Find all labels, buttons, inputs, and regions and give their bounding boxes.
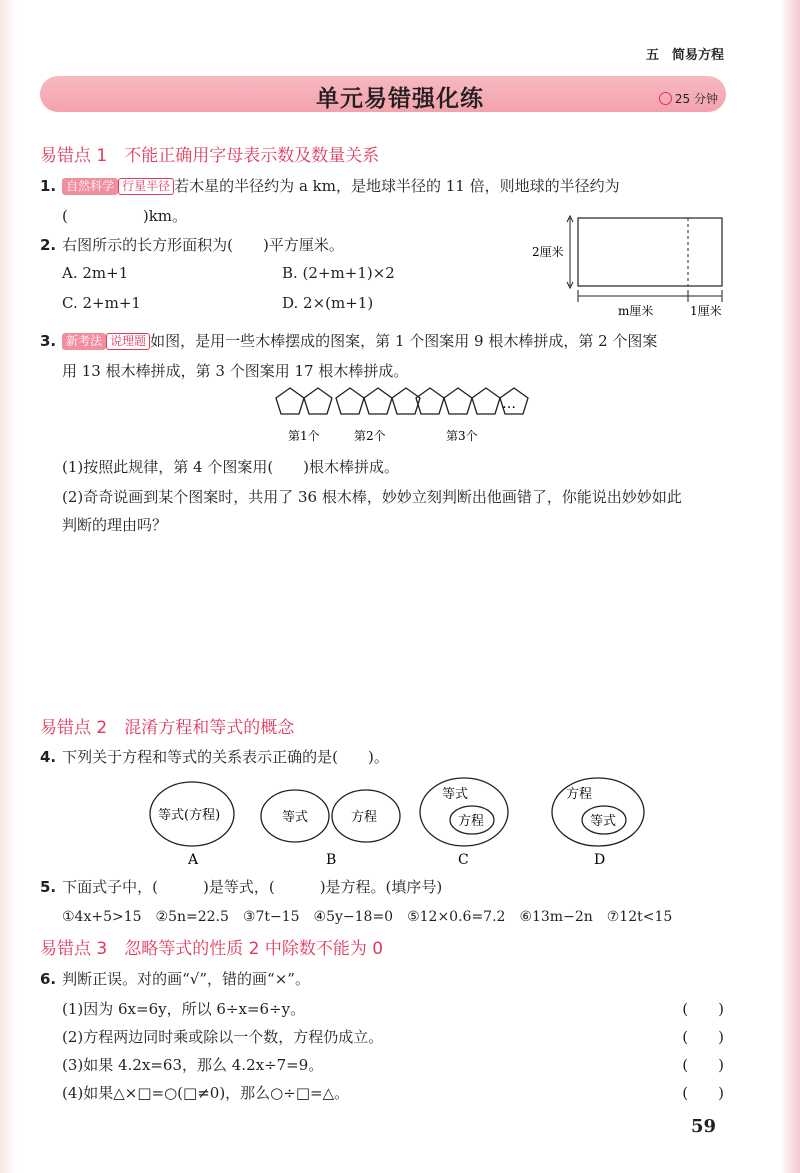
width-label: m厘米	[618, 304, 654, 318]
option-b-equation-label: 等式	[282, 810, 309, 825]
question-5-items: ①4x+5>15 ②5n=22.5 ③7t−15 ④5y−18=0 ⑤12×0.6=7.2 ⑥13m−2n ⑦12t<15	[62, 909, 673, 925]
question-text: 若木星的半径约为 a km，是地球半径的 11 倍，则地球的半径约为	[174, 177, 620, 195]
pentagon-pattern-figure	[270, 382, 530, 448]
option-c-inner-label: 方程	[458, 814, 485, 829]
extra-width-label: 1厘米	[690, 304, 722, 318]
venn-options-figure	[140, 774, 660, 870]
page-title: 单元易错强化练	[316, 86, 484, 112]
question-5	[40, 876, 442, 897]
judge-item-3: (3)如果 4.2x=63，那么 4.2x÷7=9。	[62, 1056, 324, 1074]
height-label: 2厘米	[532, 245, 564, 259]
letter-b: B	[326, 852, 337, 868]
question-6	[40, 968, 310, 989]
figure-label-3: 第3个	[446, 429, 478, 443]
question-number: 5.	[40, 878, 57, 896]
question-3-sub1: (1)按照此规律，第 4 个图案用( )根木棒拼成。	[62, 458, 400, 476]
option-b: B. (2+m+1)×2	[282, 264, 395, 282]
clock-icon	[659, 92, 672, 105]
option-c-outer-label: 等式	[442, 787, 469, 802]
judge-item-4: (4)如果△×□=○(□≠0)，那么○÷□=△。	[62, 1084, 350, 1102]
question-3-line2: 用 13 根木棒拼成，第 3 个图案用 17 根木棒拼成。	[62, 362, 409, 380]
judge-item-2: (2)方程两边同时乘或除以一个数，方程仍成立。	[62, 1028, 384, 1046]
question-text: 如图，是用一些木棒摆成的图案，第 1 个图案用 9 根木棒拼成，第 2 个图案	[150, 332, 658, 350]
option-c: C. 2+m+1	[62, 294, 141, 312]
judge-item-1: (1)因为 6x=6y，所以 6÷x=6÷y。	[62, 1000, 306, 1018]
chapter-header: 五 简易方程	[645, 48, 724, 63]
ellipsis: …	[502, 396, 516, 412]
section-heading-1: 易错点 1 不能正确用字母表示数及数量关系	[40, 146, 380, 166]
option-d: D. 2×(m+1)	[282, 294, 374, 312]
question-number: 4.	[40, 748, 57, 766]
option-d-outer-label: 方程	[566, 787, 593, 802]
question-1	[40, 175, 620, 196]
time-label: 25 分钟	[674, 92, 718, 106]
question-text: 右图所示的长方形面积为( )平方厘米。	[62, 236, 344, 254]
question-text: 下面式子中，( )是等式，( )是方程。(填序号)	[62, 878, 443, 896]
question-2	[40, 234, 344, 255]
answer-paren-4[interactable]: ( )	[682, 1084, 724, 1102]
topic-tag: 行星半径	[118, 178, 174, 195]
answer-paren-3[interactable]: ( )	[682, 1056, 724, 1074]
answer-space[interactable]	[62, 540, 722, 700]
letter-a: A	[188, 852, 199, 868]
section-heading-2: 易错点 2 混淆方程和等式的概念	[40, 718, 295, 738]
question-number: 1.	[40, 177, 57, 195]
question-3	[40, 330, 657, 351]
rectangle-figure	[530, 212, 730, 322]
option-a: A. 2m+1	[62, 264, 129, 282]
question-text: 下列关于方程和等式的关系表示正确的是( )。	[62, 748, 389, 766]
letter-c: C	[458, 852, 469, 868]
section-heading-3: 易错点 3 忽略等式的性质 2 中除数不能为 0	[40, 939, 384, 959]
time-indicator	[659, 90, 718, 107]
question-text: 判断正误。对的画“√”，错的画“×”。	[62, 970, 310, 988]
category-tag: 自然科学	[62, 178, 118, 195]
answer-paren-1[interactable]: ( )	[682, 1000, 724, 1018]
option-a-label: 等式(方程)	[158, 808, 221, 823]
figure-label-2: 第2个	[354, 429, 386, 443]
page-number: 59	[690, 1116, 716, 1137]
option-d-inner-label: 等式	[590, 814, 617, 829]
letter-d: D	[594, 852, 606, 868]
topic-tag: 说理题	[106, 333, 150, 350]
question-number: 3.	[40, 332, 57, 350]
question-4	[40, 746, 389, 767]
figure-label-1: 第1个	[288, 429, 320, 443]
question-1-line2: ( )km。	[62, 207, 188, 225]
question-number: 2.	[40, 236, 57, 254]
category-tag: 新考法	[62, 333, 106, 350]
question-number: 6.	[40, 970, 57, 988]
question-3-sub2-line2: 判断的理由吗？	[62, 516, 168, 534]
answer-paren-2[interactable]: ( )	[682, 1028, 724, 1046]
option-b-formula-label: 方程	[351, 810, 378, 825]
question-3-sub2: (2)奇奇说画到某个图案时，共用了 36 根木棒，妙妙立刻判断出他画错了，你能说出妙妙如此	[62, 488, 682, 506]
